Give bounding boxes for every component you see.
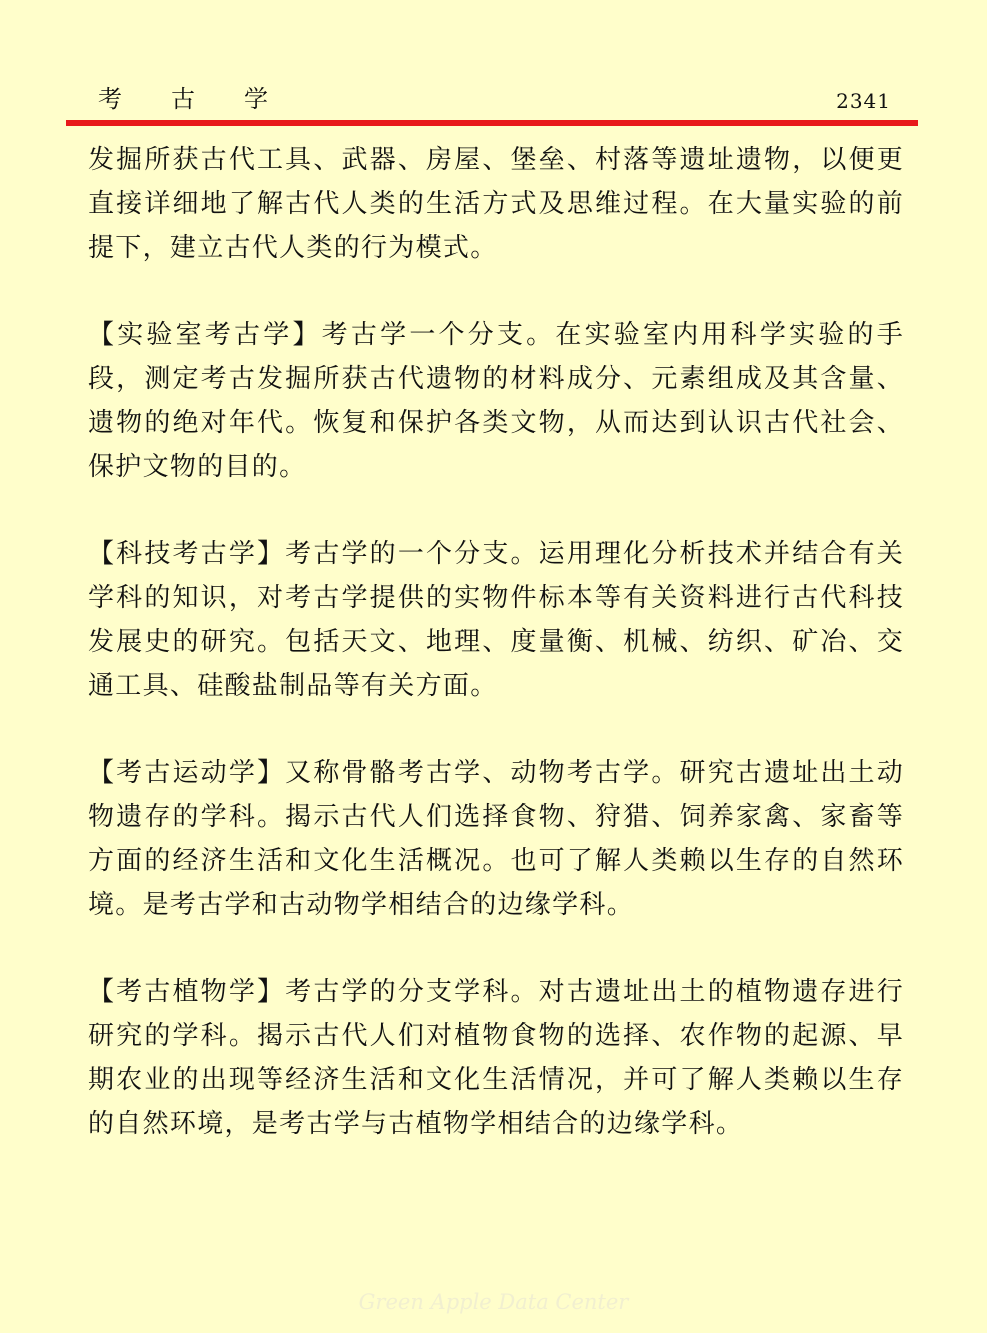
paragraph-5: 【考古植物学】考古学的分支学科。对古遗址出土的植物遗存进行研究的学科。揭示古代人们对植物食物的选择、农作物的起源、早期农业的出现等经济生活和文化生活情况，并可了解人类赖以生存的自然环境，是考古学与古植物学相结合的边缘学科。 [88, 977, 904, 1139]
watermark: Green Apple Data Center [358, 1290, 629, 1314]
paragraph-4: 【考古运动学】又称骨骼考古学、动物考古学。研究古遗址出土动物遗存的学科。揭示古代人们选择食物、狩猎、饲养家禽、家畜等方面的经济生活和文化生活概况。也可了解人类赖以生存的自然环境。是考古学和古动物学相结合的边缘学科。 [88, 758, 904, 920]
paragraph-2: 【实验室考古学】考古学一个分支。在实验室内用科学实验的手段，测定考古发掘所获古代遗物的材料成分、元素组成及其含量、遗物的绝对年代。恢复和保护各类文物，从而达到认识古代社会、保护文物的目的。 [88, 320, 904, 482]
page-number: 2341 [836, 89, 891, 113]
running-header-title: 考古学 [98, 85, 317, 113]
body-text [88, 138, 904, 1146]
header-rule [66, 120, 918, 126]
paragraph-1: 发掘所获古代工具、武器、房屋、堡垒、村落等遗址遗物，以便更直接详细地了解古代人类的生活方式及思维过程。在大量实验的前提下，建立古代人类的行为模式。 [88, 145, 904, 263]
paragraph-3: 【科技考古学】考古学的一个分支。运用理化分析技术并结合有关学科的知识，对考古学提供的实物件标本等有关资料进行古代科技发展史的研究。包括天文、地理、度量衡、机械、纺织、矿冶、交通工具、硅酸盐制品等有关方面。 [88, 539, 904, 701]
